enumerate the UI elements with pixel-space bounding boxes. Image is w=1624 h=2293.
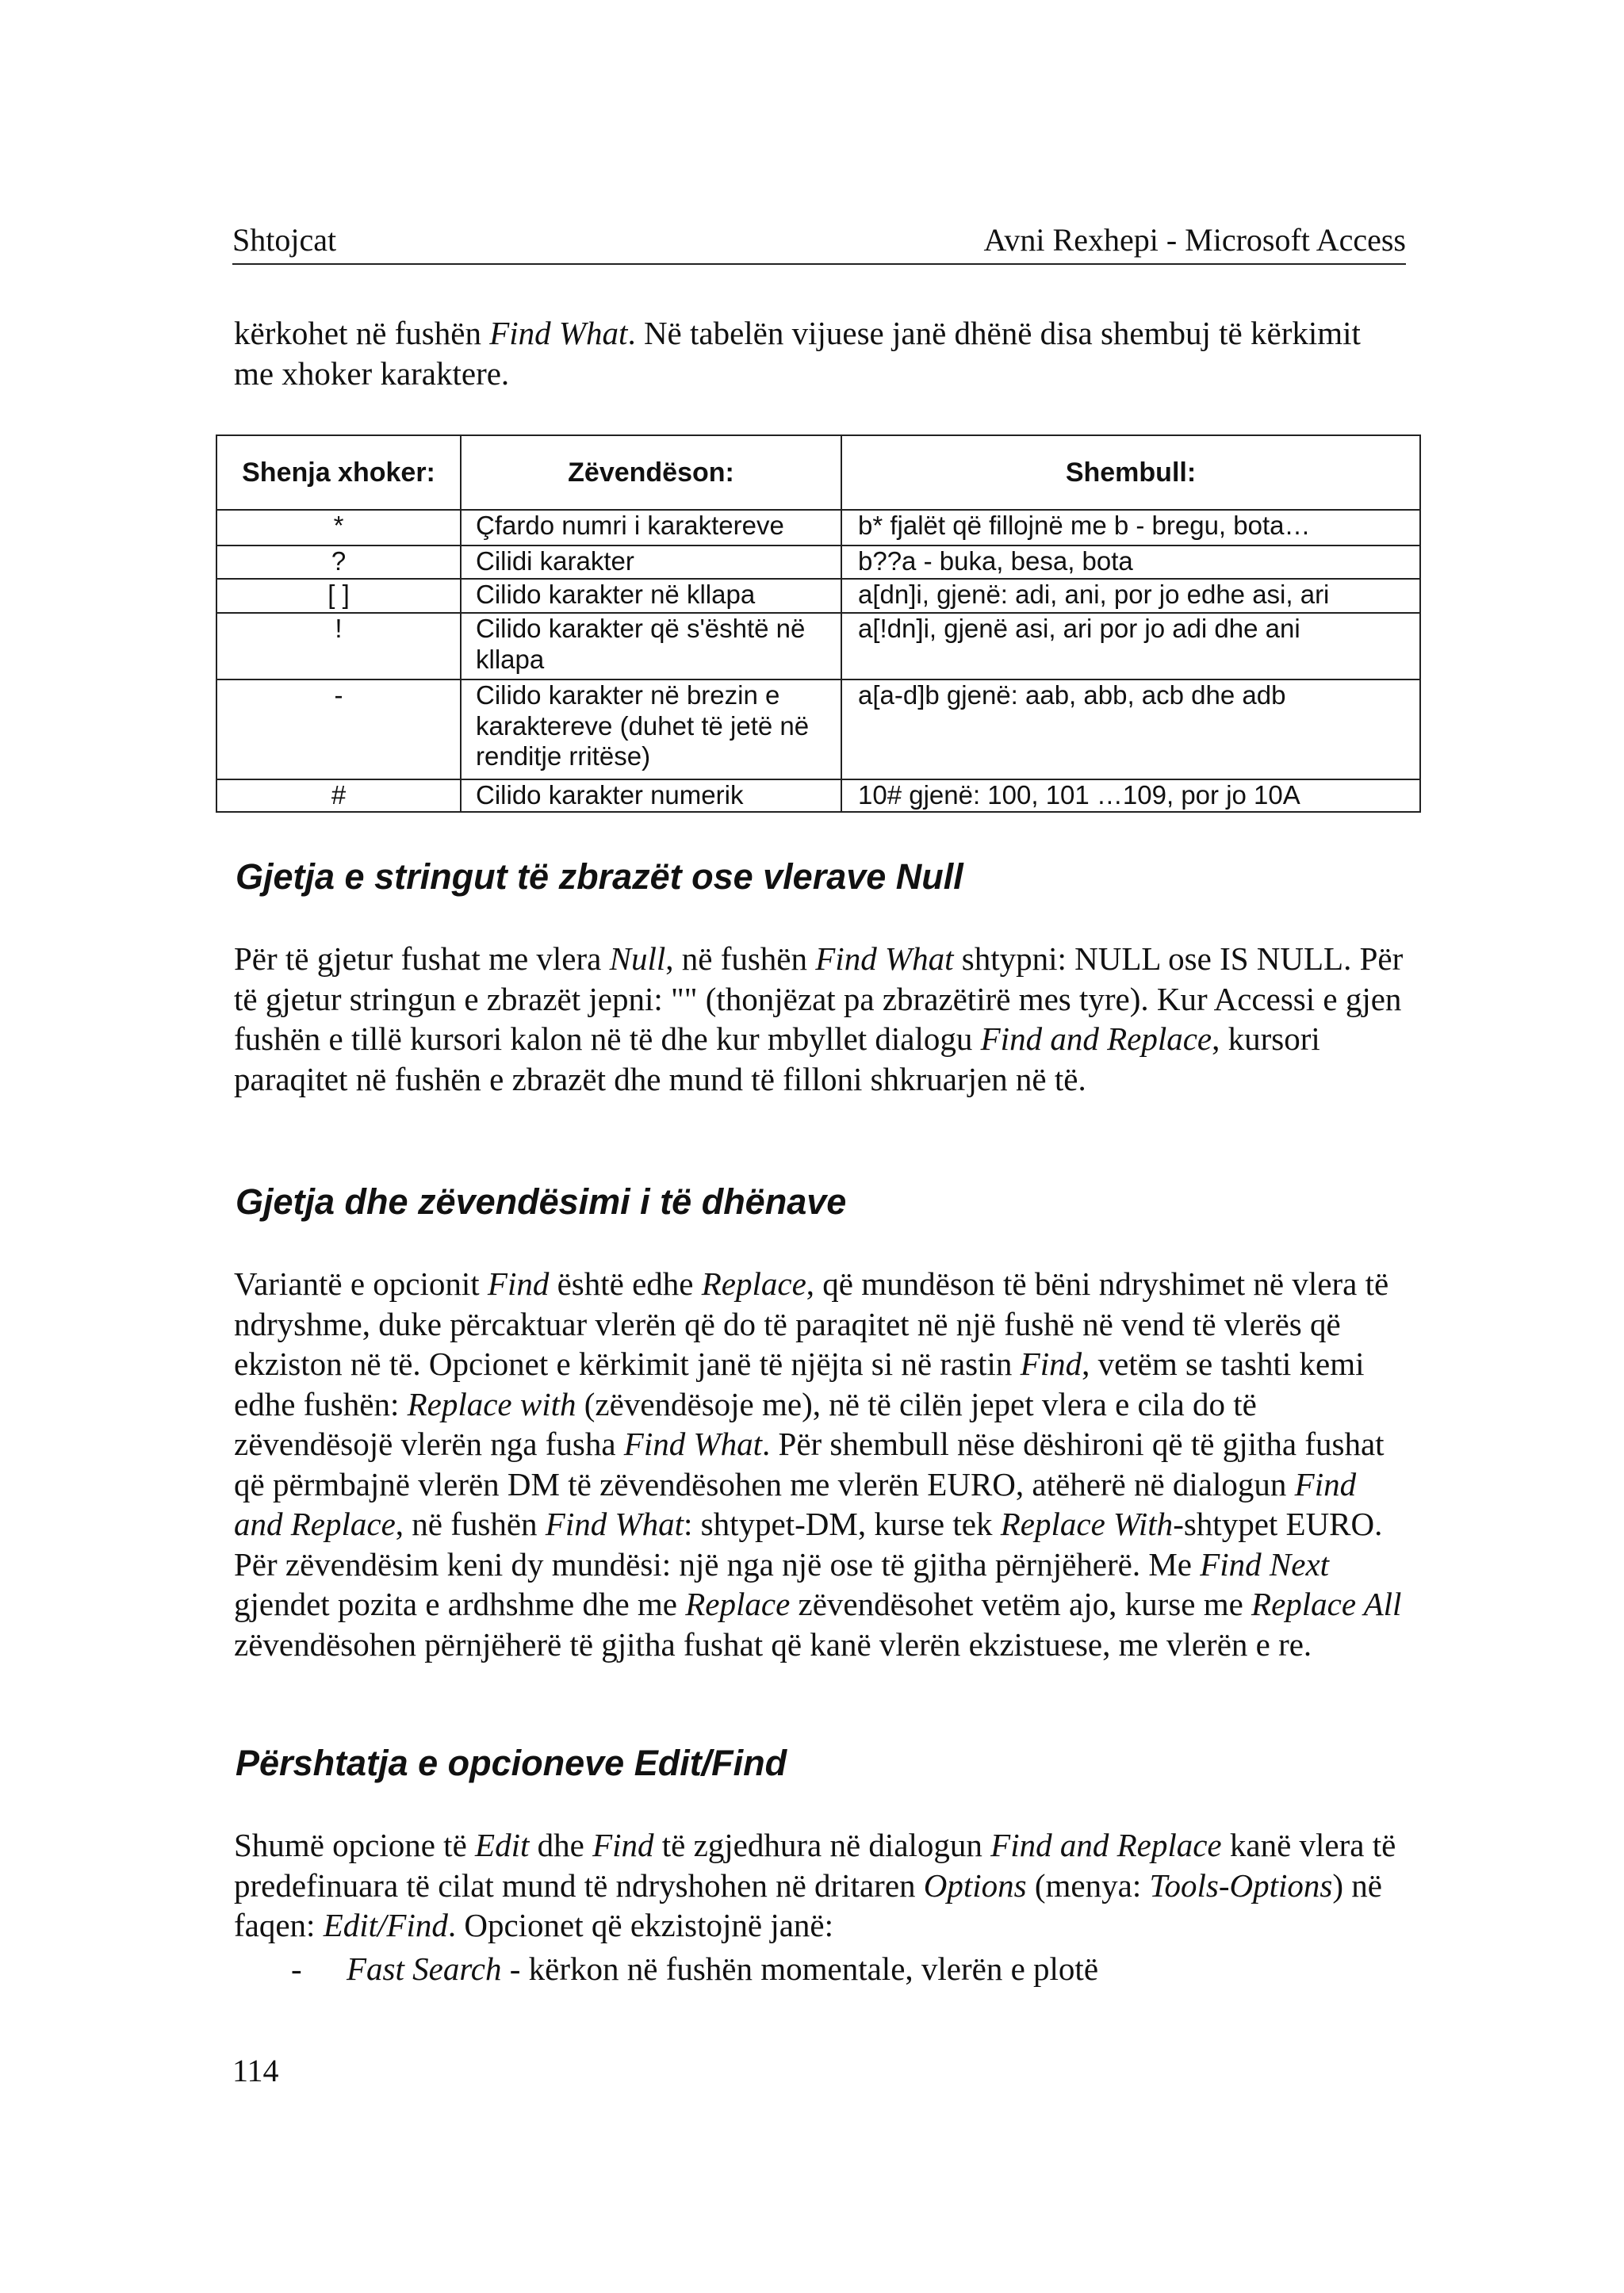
list-item-text: Fast Search - kërkon në fushën momentale, vlerën e plotë xyxy=(347,1950,1099,1987)
wildcard-symbol: # xyxy=(216,779,461,812)
wildcard-symbol: - xyxy=(216,679,461,779)
wildcard-meaning: Cilido karakter në kllapa xyxy=(461,579,841,613)
intro-paragraph: kërkohet në fushën Find What. Në tabelën vijuese janë dhënë disa shembuj të kërkimit me xhoker karaktere. xyxy=(234,315,1361,392)
section-heading-null: Gjetja e stringut të zbrazët ose vlerave Null xyxy=(236,856,963,897)
wildcard-example: b??a - buka, besa, bota xyxy=(841,545,1420,579)
wildcard-example: 10# gjenë: 100, 101 …109, por jo 10A xyxy=(841,779,1420,812)
wildcard-meaning: Cilido karakter që s'është në kllapa xyxy=(461,613,841,679)
page-number: 114 xyxy=(232,2053,279,2088)
table-header-row xyxy=(216,435,1420,510)
page-header xyxy=(232,224,1406,265)
list-bullet: - xyxy=(291,1950,302,1987)
section-heading-options: Përshtatja e opcioneve Edit/Find xyxy=(236,1743,787,1783)
column-header: Zëvendëson: xyxy=(461,435,841,510)
section-paragraph-replace: Variantë e opcionit Find është edhe Replace, që mundëson të bëni ndryshimet në vlera të ndryshme, duke përcaktuar vlerën që do të paraqitet në një fushë në vend të vlerës që ekziston në të. Opcionet e kërkimit janë të njëjta si në rastin Find, vetëm se tashti kemi edhe fushën: Replace with (zëvendësoje me), në të cilën jepet vlera e cila do të zëvendësojë vlerën nga fusha Find What. Për shembull nëse dëshironi që të gjitha fushat që përmbajnë vlerën DM të zëvendësohen me vlerën EURO, atëherë në dialogun Find and Replace, në fushën Find What: shtypet-DM, kurse tek Replace With-shtypet EURO. Për zëvendësim keni dy mundësi: një nga një ose të gjitha përnjëherë. Me Find Next gjendet pozita e ardhshme dhe me Replace zëvendësohet vetëm ajo, kurse me Replace All zëvendësohen përnjëherë të gjitha fushat që kanë vlerën ekzistuese, me vlerën e re. xyxy=(234,1265,1402,1663)
wildcard-table xyxy=(216,434,1421,813)
header-book-title: Avni Rexhepi - Microsoft Access xyxy=(983,222,1406,258)
wildcard-meaning: Cilido karakter në brezin e karaktereve (duhet të jetë në renditje rritëse) xyxy=(461,679,841,779)
header-section-title: Shtojcat xyxy=(232,222,337,258)
table-row xyxy=(216,779,1420,812)
wildcard-example: b* fjalët që fillojnë me b - bregu, bota… xyxy=(841,510,1420,545)
table-row xyxy=(216,679,1420,779)
wildcard-example: a[!dn]i, gjenë asi, ari por jo adi dhe ani xyxy=(841,613,1420,679)
wildcard-symbol: [ ] xyxy=(216,579,461,613)
section-paragraph-options: Shumë opcione të Edit dhe Find të zgjedhura në dialogun Find and Replace kanë vlera të predefinuara të cilat mund të ndryshohen në dritaren Options (menya: Tools-Options) në faqen: Edit/Find. Opcionet që ekzistojnë janë: xyxy=(234,1827,1396,1943)
wildcard-meaning: Cilidi karakter xyxy=(461,545,841,579)
wildcard-symbol: ! xyxy=(216,613,461,679)
wildcard-example: a[a-d]b gjenë: aab, abb, acb dhe adb xyxy=(841,679,1420,779)
column-header: Shenja xhoker: xyxy=(216,435,461,510)
table-row xyxy=(216,510,1420,545)
wildcard-meaning: Cilido karakter numerik xyxy=(461,779,841,812)
table-row xyxy=(216,579,1420,613)
wildcard-symbol: * xyxy=(216,510,461,545)
table-row xyxy=(216,545,1420,579)
section-heading-replace: Gjetja dhe zëvendësimi i të dhënave xyxy=(236,1181,847,1222)
wildcard-example: a[dn]i, gjenë: adi, ani, por jo edhe asi, ari xyxy=(841,579,1420,613)
table-row xyxy=(216,613,1420,679)
wildcard-symbol: ? xyxy=(216,545,461,579)
section-paragraph-null: Për të gjetur fushat me vlera Null, në fushën Find What shtypni: NULL ose IS NULL. Për të gjetur stringun e zbrazët jepni: "" (thonjëzat pa zbrazëtirë mes tyre). Kur Accessi e gjen fushën e tillë kursori kalon në të dhe kur mbyllet dialogu Find and Replace, kursori paraqitet në fushën e zbrazët dhe mund të filloni shkruarjen në të. xyxy=(234,940,1404,1097)
wildcard-meaning: Çfardo numri i karaktereve xyxy=(461,510,841,545)
column-header: Shembull: xyxy=(841,435,1420,510)
